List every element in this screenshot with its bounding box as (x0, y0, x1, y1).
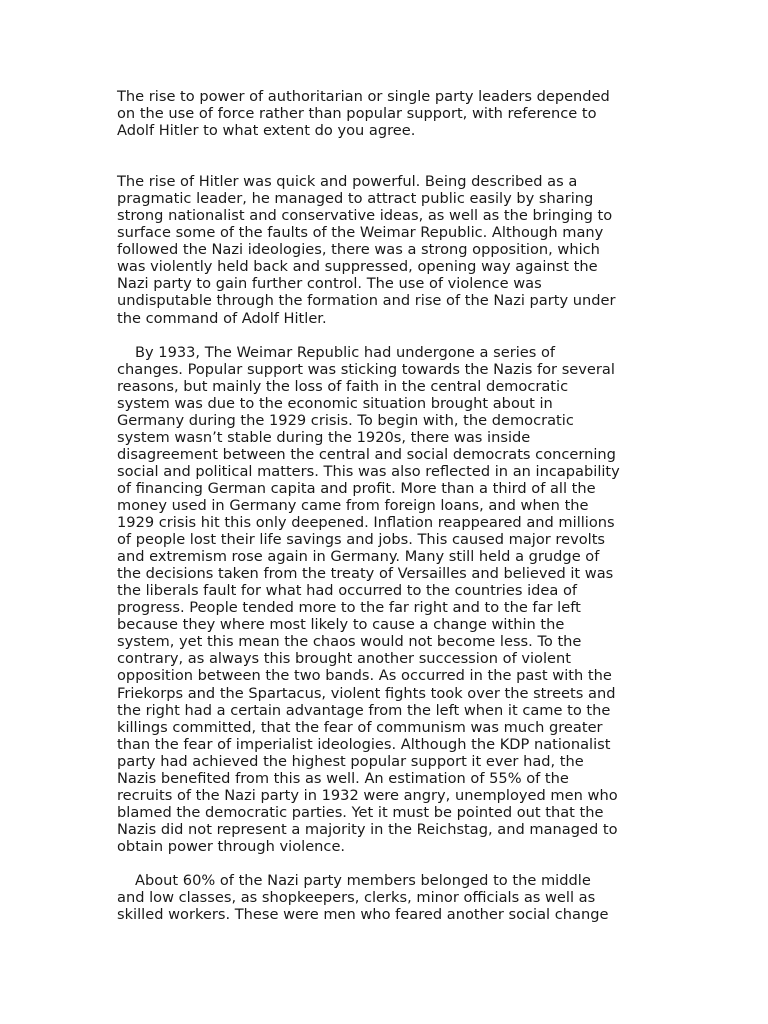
paragraph-weimar: By 1933, The Weimar Republic had undergone a series of changes. Popular support was sticking towards the Nazis for several reasons, but mainly the loss of faith in the central democratic system was due to the economic situation brought about in Germany during the 1929 crisis. To begin with, the democratic system wasn’t stable during the 1920s, there was inside disagreement between the central and social democrats concerning social and political matters. This was also reflected in an incapability of financing German capita and profit. More than a third of all the money used in Germany came from foreign loans, and when the 1929 crisis hit this only deepened. Inflation reappeared and millions of people lost their life savings and jobs. This caused major revolts and extremism rose again in Germany. Many still held a grudge of the decisions taken from the treaty of Versailles and believed it was the liberals fault for what had occurred to the countries idea of progress. People tended more to the far right and to the far left because they where most likely to cause a change within the system, yet this mean the chaos would not become less. To the contrary, as always this brought another succession of violent opposition between the two bands. As occurred in the past with the Friekorps and the Spartacus, violent fights took over the streets and the right had a certain advantage from the left when it came to the killings committed, that the fear of communism was much greater than the fear of imperialist ideologies. Although the KDP nationalist party had achieved the highest popular support it ever had, the Nazis benefited from this as well. An estimation of 55% of the recruits of the Nazi party in 1932 were angry, unemployed men who blamed the democratic parties. Yet it must be pointed out that the Nazis did not represent a majority in the Reichstag, and managed to obtain power through violence. (117, 343, 620, 855)
paragraph-party-members: About 60% of the Nazi party members belonged to the middle and low classes, as shopkeepers, clerks, minor officials as well as skilled workers. These were men who feared another social change (117, 871, 609, 924)
essay-question: The rise to power of authoritarian or single party leaders depended on the use of force rather than popular support, with reference to Adolf Hitler to what extent do you agree. (117, 88, 610, 140)
paragraph-intro: The rise of Hitler was quick and powerful. Being described as a pragmatic leader, he managed to attract public easily by sharing strong nationalist and conservative ideas, as well as the bringing to surface some of the faults of the Weimar Republic. Although many followed the Nazi ideologies, there was a strong opposition, which was violently held back and suppressed, opening way against the Nazi party to gain further control. The use of violence was undisputable through the formation and rise of the Nazi party under the command of Adolf Hitler. (117, 173, 616, 327)
document-page (117, 88, 657, 923)
